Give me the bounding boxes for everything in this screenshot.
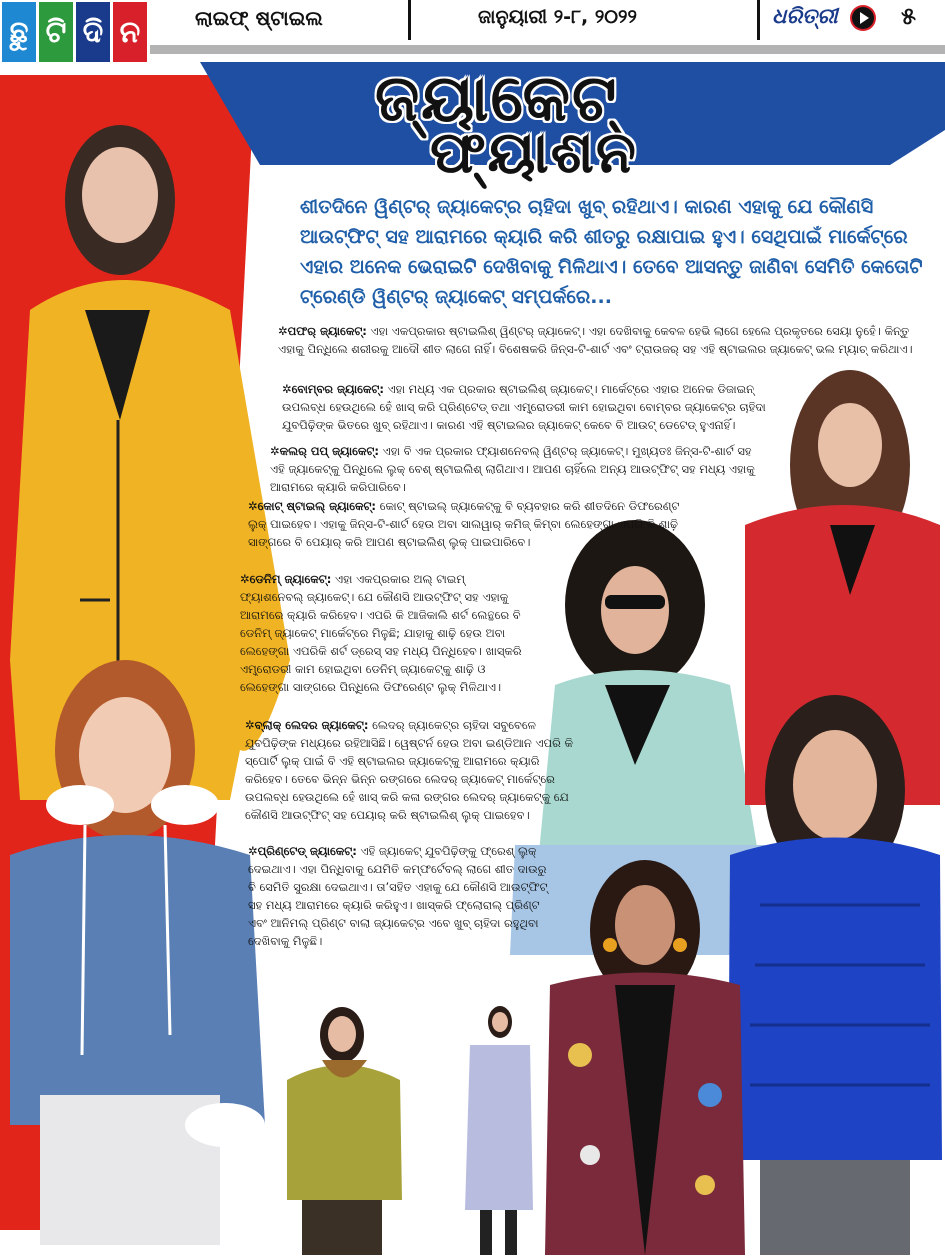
section-heading: ✲ଡେନିମ୍ ଜ୍ୟାକେଟ୍: (240, 572, 332, 586)
section-heading: ✲କୋଟ୍ ଷ୍ଟାଇଲ୍ ଜ୍ୟାକେଟ୍: (248, 499, 377, 513)
section-heading: ✲କଲର୍ ପପ୍ ଜ୍ୟାକେଟ୍: (270, 444, 379, 458)
printed-jacket-model (540, 855, 750, 1255)
section-title: ଲାଇଫ୍ ଷ୍ଟାଇଲ (195, 6, 323, 30)
section-collar-pop (270, 442, 760, 496)
title-line-2: ଫ୍ୟାଶନ (430, 118, 638, 186)
section-black-leather (245, 716, 575, 824)
section-heading: ✲ପ୍ରିଣ୍ଟେଡ୍ ଜ୍ୟାକେଟ୍: (248, 844, 357, 858)
section-coat-style (248, 497, 698, 551)
section-heading: ✲ବ୍ଲାକ୍ ଲେଦର ଜ୍ୟାକେଟ୍: (245, 718, 369, 732)
section-printed (248, 842, 548, 950)
intro-paragraph: ଶୀତଦିନେ ୱିଣ୍ଟର୍ ଜ୍ୟାକେଟ୍‌ର ଚାହିଦା ଖୁବ୍ ରହିଥାଏ। କାରଣ ଏହାକୁ ଯେ କୌଣସି ଆଉଟ୍‌ଫିଟ୍ ସହ ଆରାମରେ କ୍ୟାରି କରି ଶୀତରୁ ରକ୍ଷାପାଇ ହୁଏ। ସେଥିପାଇଁ ମାର୍କେଟ୍‌ରେ ଏହାର ଅନେକ ଭେରାଇଟି ଦେଖିବାକୁ ମିଳିଥାଏ। ତେବେ ଆସନ୍ତୁ ଜାଣିବା ସେମିତି କେତୋଟି ଟ୍ରେଣ୍ଡି ୱିଣ୍ଟର୍ ଜ୍ୟାକେଟ୍ ସମ୍ପର୍କରେ... (300, 196, 923, 308)
section-text: ଏହା ଏକପ୍ରକାର ଅଲ୍ ଟାଇମ୍ ଫ୍ୟାଶନେବଲ୍ ଜ୍ୟାକେଟ୍। ଯେ କୌଣସି ଆଉଟ୍‌ଫିଟ୍ ସହ ଏହାକୁ ଆରାମରେ କ୍ୟାରି କରିହେବ। ଏପରି କି ଆଜିକାଲି ଶର୍ଟ ଲେନ୍ଥରେ ବି ଡେନିମ୍ ଜ୍ୟାକେଟ୍ ମାର୍କେଟ୍‌ରେ ମିଳୁଛି; ଯାହାକୁ ଶାଢ଼ି ହେଉ ଅବା ଲେହେଙ୍ଗା ଏପରିକି ଶର୍ଟ ଡ୍ରେସ୍ ସହ ମଧ୍ୟ ପିନ୍ଧିହେବ। ଖାସ୍‌କରି ଏମ୍ବ୍ରୋଡରୀ କାମ ହୋଇଥିବା ଡେନିମ୍ ଜ୍ୟାକେଟ୍‌କୁ ଶାଢ଼ି ଓ ଲେହେଙ୍ଗା ସାଙ୍ଗରେ ପିନ୍ଧିଲେ ଡିଫରେଣ୍ଟ ଲୁକ୍ ମିଳିଥାଏ। (240, 572, 522, 694)
section-denim (240, 570, 530, 696)
page-number: ୫ (901, 2, 916, 30)
blue-puffer-model (720, 695, 945, 1255)
section-text: କୋଟ୍ ଷ୍ଟାଇଲ୍ ଜ୍ୟାକେଟ୍‌କୁ ବି ବ୍ୟବହାର କରି ଶୀତଦିନେ ଡିଫରେଣ୍ଟ ଲୁକ୍ ପାଇହେବ। ଏହାକୁ ଜିନ୍ସ-ଟି-ଶାର୍ଟ ହେଉ ଅବା ସାଲୱାର୍ କମିଜ୍ କିମ୍ବା ଲେହେଙ୍ଗା ଏପରି କି ଶାଢ଼ି ସାଙ୍ଗରେ ବି ପେୟାର୍ କରି ଆପଣ ଷ୍ଟାଇଲିଶ୍ ଲୁକ୍ ପାଇପାରିବେ। (248, 499, 680, 549)
section-bomber (282, 380, 782, 434)
lavender-coat-model (445, 1000, 535, 1255)
section-text: ଏହି ଜ୍ୟାକେଟ୍ ଯୁବପିଢ଼ିଙ୍କୁ ଫ୍ରେଶ୍ ଲୁକ୍ ଦେଇଥାଏ। ଏହା ପିନ୍ଧିବାକୁ ଯେମିତି କମ୍ଫର୍ଟେବଲ୍ ଲାଗେ ଶୀତ ଦାଉରୁ ବି ସେମିତି ସୁରକ୍ଷା ଦେଇଥାଏ। ତା’ସହିତ ଏହାକୁ ଯେ କୌଣସି ଆଉଟ୍‌ଫିଟ୍ ସହ ମଧ୍ୟ ଆରାମରେ କ୍ୟାରି କରିହୁଏ। ଖାସ୍‌କରି ଫ୍ଲୋରାଲ୍ ପ୍ରିଣ୍ଟ ଏବଂ ଆନିମଲ୍ ପ୍ରିଣ୍ଟ ବାଲା ଜ୍ୟାକେଟ୍‌ର ଏବେ ଖୁବ୍ ଚାହିଦା ରହୁଥିବା ଦେଖିବାକୁ ମିଳୁଛି। (248, 844, 548, 948)
section-puffer (278, 322, 928, 358)
brand-letter-4: ନ (113, 2, 147, 62)
title-line-1: ଜ୍ୟାକେଟ୍ (375, 62, 619, 136)
section-heading: ✲ବୋମ୍ବର ଜ୍ୟାକେଟ୍: (282, 382, 384, 396)
brand-letter-1: ଛୁ (2, 2, 36, 62)
denim-jacket-model (0, 655, 270, 1250)
section-text: ଏହା ବି ଏକ ପ୍ରକାର ଫ୍ୟାଶନେବଲ୍ ୱିଣ୍ଟର୍ ଜ୍ୟାକେଟ୍। ମୁଖ୍ୟତଃ ଜିନ୍ସ-ଟି-ଶାର୍ଟ ସହ ଏହି ଜ୍ୟାକେଟ୍‌କୁ ପିନ୍ଧିଲେ ଲୁକ୍ ବେଶ୍ ଷ୍ଟାଇଲିଶ୍ ଲାଗିଥାଏ। ଆପଣ ଚାହିଁଲେ ଅନ୍ୟ ଆଉଟ୍‌ଫିଟ୍ ସହ ମଧ୍ୟ ଏହାକୁ ଆରାମରେ କ୍ୟାରି କରିପାରିବେ। (270, 444, 755, 494)
issue-date: ଜାନୁୟାରୀ ୨-୮, ୨୦୨୨ (478, 6, 637, 28)
brand-letter-3: ଦି (76, 2, 110, 62)
olive-leather-jacket-model (282, 1000, 407, 1255)
brand-letter-2: ଟି (39, 2, 73, 62)
paper-logo: ଧରିତ୍ରୀ (772, 4, 838, 28)
section-text: ଏହା ମଧ୍ୟ ଏକ ପ୍ରକାର ଷ୍ଟାଇଲିଶ୍ ଜ୍ୟାକେଟ୍। ମାର୍କେଟ୍‌ରେ ଏହାର ଅନେକ ଡିଜାଇନ୍ ଉପଲବ୍ଧ ହେଉଥିଲେ ହେଁ ଖାସ୍ କରି ପ୍ରିଣ୍ଟେଡ୍ ତଥା ଏମ୍ବ୍ରୋଡରୀ କାମ ହୋଇଥିବା ବୋମ୍ବର ଜ୍ୟାକେଟ୍‌ର ଚାହିଦା ଯୁବପିଢ଼ିଙ୍କ ଭିତରେ ଖୁବ୍ ରହିଥାଏ। କାରଣ ଏହି ଷ୍ଟାଇଲର ଜ୍ୟାକେଟ୍ କେବେ ବି ଆଉଟ୍ ଡେଟେଡ୍ ହୁଏନାହିଁ। (282, 382, 766, 432)
section-heading: ✲ପଫର୍ ଜ୍ୟାକେଟ୍: (278, 324, 367, 338)
section-text: ଏହା ଏକପ୍ରକାର ଷ୍ଟାଇଲିଶ୍ ୱିଣ୍ଟର୍ ଜ୍ୟାକେଟ୍। ଏହା ଦେଖିବାକୁ କେବଳ ହେଭି ଲାଗେ ହେଲେ ପ୍ରକୃତରେ ସେୟା ନୁହେଁ। କିନ୍ତୁ ଏହାକୁ ପିନ୍ଧିଲେ ଶରୀରକୁ ଆଦୌ ଶୀତ ଲାଗେ ନାହିଁ। ବିଶେଷକରି ଜିନ୍ସ-ଟି-ଶାର୍ଟ ଏବଂ ଟ୍ରାଉଜର୍ ସହ ଏହି ଷ୍ଟାଇଲର ଜ୍ୟାକେଟ୍ ଭଲ ମ୍ୟାଚ୍ କରିଥାଏ। (278, 324, 913, 356)
section-text: ଲେଦର୍ ଜ୍ୟାକେଟ୍‌ର ଚାହିଦା ସବୁବେଳେ ଯୁବପିଢ଼ିଙ୍କ ମଧ୍ୟରେ ରହିଆସିଛି। ୱେଷ୍ଟର୍ନ ହେଉ ଅବା ଇଣ୍ଡିଆନ ଏପରି କି ସ୍ପୋର୍ଟି ଲୁକ୍ ପାଇଁ ବି ଏହି ଷ୍ଟାଇଲର ଜ୍ୟାକେଟ୍‌କୁ ଆରାମରେ କ୍ୟାରି କରିହେବ। ତେବେ ଭିନ୍ନ ଭିନ୍ନ ରଙ୍ଗରେ ଲେଦର୍ ଜ୍ୟାକେଟ୍ ମାର୍କେଟ୍‌ରେ ଉପଲବ୍ଧ ହେଉଥିଲେ ହେଁ ଖାସ୍ କରି କଳା ରଙ୍ଗର ଲେଦର୍ ଜ୍ୟାକେଟ୍‌କୁ ଯେ କୌଣସି ଆଉଟ୍‌ଫିଟ୍ ସହ ପେୟାର୍ କରି ଷ୍ଟାଇଲିଶ୍ ଲୁକ୍ ପାଇହେବ। (245, 718, 573, 822)
